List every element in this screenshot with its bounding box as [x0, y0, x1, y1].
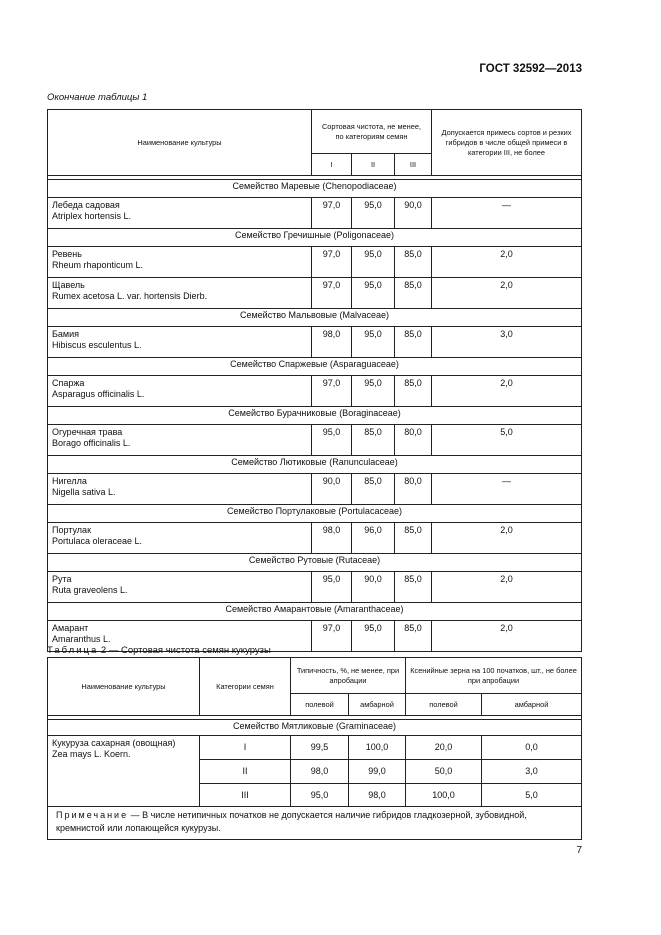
purity-cat-3: 85,0	[395, 621, 432, 652]
admixture-value: 2,0	[432, 523, 582, 554]
crop-name: Нигелла	[52, 476, 87, 486]
t2-row3-category: III	[200, 784, 291, 807]
t2-crop-name: Кукуруза сахарная (овощная)	[52, 738, 176, 748]
purity-cat-2: 85,0	[352, 474, 395, 505]
purity-cat-1: 98,0	[312, 523, 352, 554]
header-category-3: III	[395, 154, 432, 176]
purity-cat-3: 85,0	[395, 523, 432, 554]
crop-name: Портулак	[52, 525, 92, 535]
table1-caption: Окончание таблицы 1	[47, 92, 148, 103]
t2-header-xenia: Ксенийные зерна на 100 початков, шт., не более при апробации	[406, 658, 582, 694]
t2-crop-cell	[48, 736, 200, 807]
purity-cat-2: 95,0	[352, 198, 395, 229]
purity-cat-3: 85,0	[395, 572, 432, 603]
crop-latin-name: Hibiscus esculentus L.	[52, 340, 142, 350]
crop-latin-name: Ruta graveolens L.	[52, 585, 128, 595]
crop-name: Амарант	[52, 623, 89, 633]
crop-cell	[48, 523, 312, 554]
table2-caption-text: 2 — Сортовая чистота семян кукурузы	[100, 645, 271, 656]
purity-cat-1: 98,0	[312, 327, 352, 358]
admixture-value: —	[432, 198, 582, 229]
table-row	[48, 572, 582, 603]
header-admixture: Допускается примесь сортов и резких гибридов в числе общей примеси в категории III, не более	[432, 110, 582, 176]
page-number: 7	[576, 845, 582, 856]
t2-header-category: Категории семян	[200, 658, 291, 716]
purity-cat-2: 95,0	[352, 376, 395, 407]
purity-cat-3: 85,0	[395, 247, 432, 278]
t2-row1-category: I	[200, 736, 291, 760]
purity-cat-1: 97,0	[312, 278, 352, 309]
crop-latin-name: Atriplex hortensis L.	[52, 211, 132, 221]
t2-row1-typicality-barn: 100,0	[349, 736, 406, 760]
crop-latin-name: Amaranthus L.	[52, 634, 111, 644]
crop-latin-name: Portulaca oleraceae L.	[52, 536, 143, 546]
header-crop-name: Наименование культуры	[48, 110, 312, 176]
table-row	[48, 425, 582, 456]
t2-row2-typicality-barn: 99,0	[349, 760, 406, 784]
admixture-value: 2,0	[432, 278, 582, 309]
t2-row3-typicality-field: 95,0	[291, 784, 349, 807]
table-row	[48, 523, 582, 554]
crop-name: Огуречная трава	[52, 427, 123, 437]
admixture-value: 2,0	[432, 621, 582, 652]
crop-name: Ревень	[52, 249, 82, 259]
purity-cat-1: 90,0	[312, 474, 352, 505]
t2-header-xenia-barn: амбарной	[482, 694, 582, 716]
purity-cat-3: 85,0	[395, 376, 432, 407]
purity-cat-3: 90,0	[395, 198, 432, 229]
t2-row3-typicality-barn: 98,0	[349, 784, 406, 807]
purity-cat-3: 85,0	[395, 278, 432, 309]
table-row	[48, 327, 582, 358]
admixture-value: 2,0	[432, 572, 582, 603]
table-2	[47, 657, 582, 840]
crop-cell	[48, 376, 312, 407]
crop-cell	[48, 572, 312, 603]
purity-cat-2: 95,0	[352, 621, 395, 652]
crop-name: Лебеда садовая	[52, 200, 120, 210]
t2-row1-xenia-field: 20,0	[406, 736, 482, 760]
purity-cat-1: 95,0	[312, 572, 352, 603]
crop-name: Рута	[52, 574, 72, 584]
crop-cell	[48, 327, 312, 358]
table-row	[48, 247, 582, 278]
family-row: Семейство Амарантовые (Amaranthaceae)	[48, 603, 582, 621]
family-row: Семейство Бурачниковые (Boraginaceae)	[48, 407, 582, 425]
t2-row3-xenia-barn: 5,0	[482, 784, 582, 807]
crop-cell	[48, 425, 312, 456]
table-row	[48, 474, 582, 505]
t2-row2-xenia-barn: 3,0	[482, 760, 582, 784]
admixture-value: —	[432, 474, 582, 505]
t2-family-row: Семейство Мятликовые (Graminaceae)	[48, 720, 582, 736]
purity-cat-2: 85,0	[352, 425, 395, 456]
t2-header-typicality-barn: амбарной	[349, 694, 406, 716]
family-row: Семейство Спаржевые (Asparaguaceae)	[48, 358, 582, 376]
purity-cat-1: 97,0	[312, 376, 352, 407]
admixture-value: 2,0	[432, 376, 582, 407]
t2-note-text: — В числе нетипичных початков не допускается наличие гибридов гладкозерной, зубовидной, кремнистой или лопающейся кукурузы.	[56, 810, 527, 833]
crop-name: Спаржа	[52, 378, 85, 388]
table2-caption-label: Таблица	[47, 645, 99, 656]
crop-latin-name: Rheum rhaponticum L.	[52, 260, 144, 270]
admixture-value: 3,0	[432, 327, 582, 358]
t2-row1-typicality-field: 99,5	[291, 736, 349, 760]
t2-header-typicality-field: полевой	[291, 694, 349, 716]
purity-cat-3: 80,0	[395, 425, 432, 456]
t2-row2-category: II	[200, 760, 291, 784]
t2-note-label: Примечание	[56, 810, 129, 820]
crop-name: Бамия	[52, 329, 79, 339]
crop-cell	[48, 474, 312, 505]
admixture-value: 5,0	[432, 425, 582, 456]
table-row	[48, 278, 582, 309]
purity-cat-3: 85,0	[395, 327, 432, 358]
family-row: Семейство Маревые (Chenopodiaceae)	[48, 180, 582, 198]
header-category-2: II	[352, 154, 395, 176]
crop-name: Щавель	[52, 280, 85, 290]
t2-header-typicality: Типичность, %, не менее, при апробации	[291, 658, 406, 694]
family-row: Семейство Лютиковые (Ranunculaceae)	[48, 456, 582, 474]
crop-cell	[48, 247, 312, 278]
t2-crop-latin: Zea mays L. Koern.	[52, 749, 131, 759]
admixture-value: 2,0	[432, 247, 582, 278]
crop-latin-name: Rumex acetosa L. var. hortensis Dierb.	[52, 291, 208, 301]
header-purity: Сортовая чистота, не менее, по категориям семян	[312, 110, 432, 154]
family-row: Семейство Рутовые (Rutaceae)	[48, 554, 582, 572]
table-row	[48, 198, 582, 229]
purity-cat-2: 95,0	[352, 278, 395, 309]
purity-cat-1: 95,0	[312, 425, 352, 456]
t2-header-crop-name: Наименование культуры	[48, 658, 200, 716]
crop-cell	[48, 278, 312, 309]
family-row: Семейство Гречишные (Poligonaceae)	[48, 229, 582, 247]
family-row: Семейство Портулаковые (Portulacaceae)	[48, 505, 582, 523]
crop-latin-name: Asparagus officinalis L.	[52, 389, 145, 399]
header-category-1: I	[312, 154, 352, 176]
t2-header-xenia-field: полевой	[406, 694, 482, 716]
purity-cat-1: 97,0	[312, 621, 352, 652]
crop-latin-name: Nigella sativa L.	[52, 487, 116, 497]
t2-row1-xenia-barn: 0,0	[482, 736, 582, 760]
t2-row2-xenia-field: 50,0	[406, 760, 482, 784]
crop-latin-name: Borago officinalis L.	[52, 438, 131, 448]
purity-cat-2: 95,0	[352, 247, 395, 278]
purity-cat-2: 95,0	[352, 327, 395, 358]
purity-cat-2: 96,0	[352, 523, 395, 554]
t2-row2-typicality-field: 98,0	[291, 760, 349, 784]
standard-number: ГОСТ 32592—2013	[479, 63, 582, 75]
purity-cat-2: 90,0	[352, 572, 395, 603]
table-row	[48, 376, 582, 407]
t2-row3-xenia-field: 100,0	[406, 784, 482, 807]
t2-note	[48, 807, 582, 840]
family-row: Семейство Мальвовые (Malvaceae)	[48, 309, 582, 327]
table2-caption	[47, 645, 271, 656]
purity-cat-1: 97,0	[312, 247, 352, 278]
purity-cat-3: 80,0	[395, 474, 432, 505]
purity-cat-1: 97,0	[312, 198, 352, 229]
table-1	[47, 109, 582, 652]
crop-cell	[48, 198, 312, 229]
